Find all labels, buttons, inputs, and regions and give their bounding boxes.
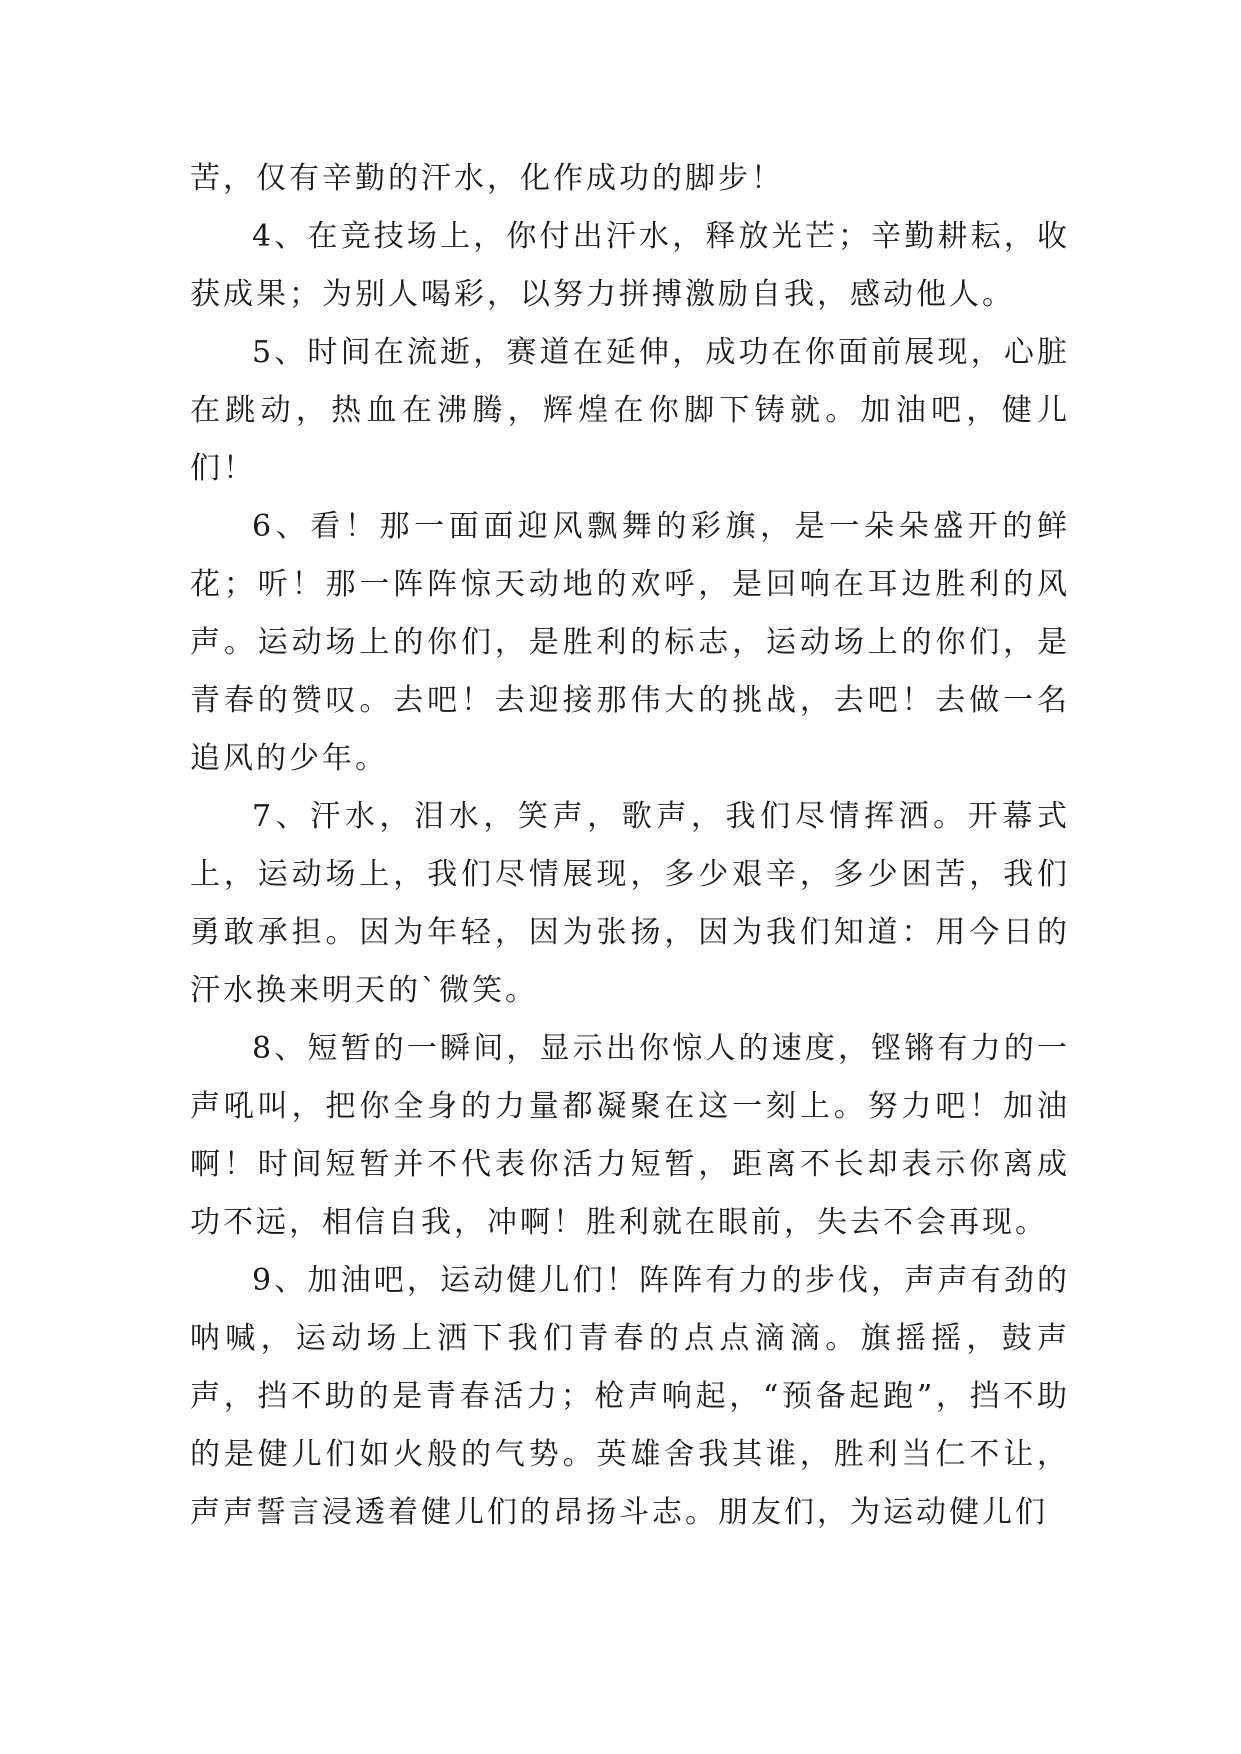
paragraph-item-7: 7、汗水，泪水，笑声，歌声，我们尽情挥洒。开幕式上，运动场上，我们尽情展现，多少艰辛，多少困苦，我们勇敢承担。因为年轻，因为张扬，因为我们知道：用今日的汗水换来明天的`微笑。 — [190, 799, 1070, 1008]
paragraph-item-9: 9、加油吧，运动健儿们！阵阵有力的步伐，声声有劲的呐喊，运动场上洒下我们青春的点点滴滴。旗摇摇，鼓声声，挡不助的是青春活力；枪声响起，“预备起跑”，挡不助的是健儿们如火般的气势。英雄舍我其谁，胜利当仁不让，声声誓言浸透着健儿们的昂扬斗志。朋友们，为运动健儿们 — [190, 1263, 1070, 1530]
paragraph-continuation: 苦，仅有辛勤的汗水，化作成功的脚步！ — [190, 161, 784, 196]
paragraph-item-4: 4、在竞技场上，你付出汗水，释放光芒；辛勤耕耘，收获成果；为别人喝彩，以努力拼搏激励自我，感动他人。 — [190, 219, 1070, 312]
paragraph-item-5: 5、时间在流逝，赛道在延伸，成功在你面前展现，心脏在跳动，热血在沸腾，辉煌在你脚下铸就。加油吧，健儿们！ — [190, 335, 1070, 486]
document-body — [190, 150, 1070, 1542]
paragraph-item-8: 8、短暂的一瞬间，显示出你惊人的速度，铿锵有力的一声吼叫，把你全身的力量都凝聚在这一刻上。努力吧！加油啊！时间短暂并不代表你活力短暂，距离不长却表示你离成功不远，相信自我，冲啊！胜利就在眼前，失去不会再现。 — [190, 1031, 1070, 1240]
paragraph-item-6: 6、看！那一面面迎风飘舞的彩旗，是一朵朵盛开的鲜花；听！那一阵阵惊天动地的欢呼，是回响在耳边胜利的风声。运动场上的你们，是胜利的标志，运动场上的你们，是青春的赞叹。去吧！去迎接那伟大的挑战，去吧！去做一名追风的少年。 — [190, 509, 1070, 776]
